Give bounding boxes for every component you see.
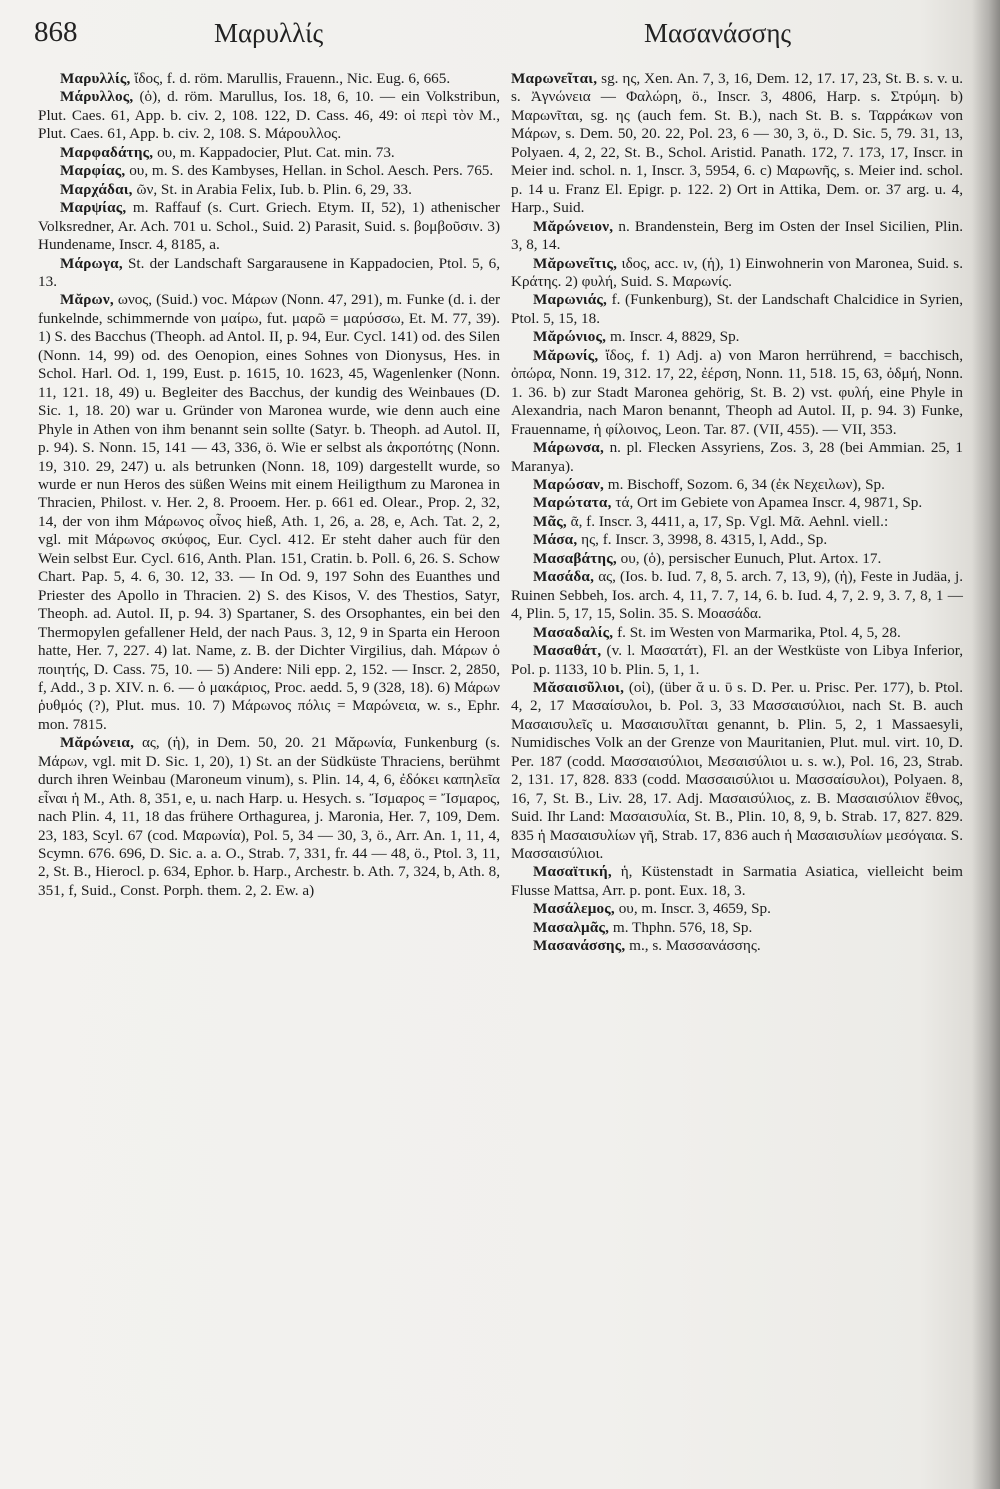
entry-definition: ἴδος, f. 1) Adj. a) von Maron herrührend, = bacchisch, ὀπώρα, Nonn. 19, 312. 17, 22, ἐέρση, Nonn. 11, 518. 15, 63, ὀδμή, Nonn. 1. 36. b) zur Stadt Maronea gehörig, St. B. 2) vst. φυλή, eine Phyle in Alexandria, nach Maron benannt, Theoph ad Autol. II, p. 94. 3) Funke, Frauenname, ἡ φίλοινος, Leon. Tar. 87. (VII, 455). — VII, 353.	[511, 346, 964, 438]
dictionary-entry	[38, 734, 500, 900]
dictionary-entry	[511, 642, 963, 679]
page-number: 868	[34, 16, 78, 48]
entry-definition: (οἱ), (über ᾰ u. ῡ s. D. Per. u. Prisc. Per. 177), b. Ptol. 4, 2, 17 Μασαίσυλοι, b. Pol. 3, 33 Μασσαισύλιοι, nach St. B. auch Μασαισυλεῖς u. Μασαισυλῖται genannt, b. Plin. 5, 2, 1 Massaesyli, Numidisches Volk an der Grenze von Mauritanien, Plut. mul. virt. 10, D. Per. 187 (codd. Μασσαισύλιοι, Μεσαισύλιοι u. s. w.), Pol. 16, 23, Strab. 2, 131. 17, 828. 833 (codd. Μασσαισύλιοι u. Μασσαίσυλοι), Polyaen. 8, 16, 7, St. B., Liv. 28, 17. Adj. Μασαισύλιος, z. B. Μασαισύλιον ἔθνος, Suid. Ihr Land: Μασαισυλία, St. B., Plin. 10, 8, 9, b. Strab. 17, 827. 829. 835 ἡ Μασαισυλίων γῆ, Strab. 17, 836 auch ἡ Μασαισυλίων μεσόγαια. S. Μασσαισύλιοι.	[511, 678, 963, 863]
entry-headword: Μᾰρώνειον,	[533, 217, 614, 235]
entry-headword: Μαρώσαν,	[533, 475, 604, 493]
entry-definition: ου, (ὁ), persischer Eunuch, Plut. Artox. 17.	[620, 549, 882, 567]
entry-definition: ἴδος, f. d. röm. Marullis, Frauenn., Nic. Eug. 6, 665.	[134, 70, 451, 87]
dictionary-entry	[511, 568, 963, 623]
entry-definition: St. der Landschaft Sargarausene in Kappadocien, Ptol. 5, 6, 13.	[38, 254, 501, 290]
dictionary-entry	[511, 70, 963, 218]
entry-headword: Μασαϊτική,	[533, 863, 612, 881]
dictionary-entry	[511, 937, 963, 955]
entry-definition: (v. l. Μασατάτ), Fl. an der Westküste von Libya Inferior, Pol. p. 1133, 10 b. Plin. 5, 1, 1.	[511, 642, 963, 678]
entry-headword: Μᾰρων,	[60, 291, 114, 309]
dictionary-entry	[511, 347, 963, 439]
entry-headword: Μαρχάδαι,	[60, 180, 133, 198]
page-header	[34, 16, 964, 56]
entry-headword: Μᾰρώνεια,	[60, 734, 135, 752]
entry-headword: Μάρωνσα,	[533, 439, 604, 457]
entry-headword: Μασανάσσης,	[533, 937, 626, 955]
entry-definition: m. Thphn. 576, 18, Sp.	[612, 918, 753, 936]
entry-definition: ωνος, (Suid.) voc. Μάρων (Nonn. 47, 291), m. Funke (d. i. der funkelnde, schimmernde von μαίρω, fut. μαρῶ = μαρύσσω, Et. M. 77, 39). 1) S. des Bacchus (Theoph. ad Antol. II, p. 94, Eur. Cycl. 141) od. des Silen (Nonn. 14, 99) od. des Oenopion, eines Sohnes von Dionysus, Hes. in Schol. Harl. Od. 1, 199, Eust. p. 1615, 10. 1623, 45, Wagenlenker (Nonn. 11, 121. 18, 49) u. Begleiter des Bacchus, der kundig des Weinbaues (D. Sic. 1, 18. 20) war u. Gründer von Maronea wurde, wie denn auch eine Phyle in Athen von ihm benannt sein sollte (Satyr. b. Theoph. ad Autol. II, p. 94). S. Nonn. 15, 141 — 43, 336, ö. Wie er selbst als ἀκροπότης (Nonn. 19, 310. 29, 247) u. als betrunken (Nonn. 18, 109) dargestellt wurde, so wurde er nun Heros des süßen Weins mit einem Heiligthum zu Maronea in Thracien, Philost. v. Her. 2, 8. Prooem. Her. p. 661 ed. Olear., Prop. 2, 32, 14, der von ihm Μάρωνος οἶνος hieß, Ath. 1, 26, a. 28, e, Ach. Tat. 2, 2, vgl. mit Μάρωνος σκύφος, Eur. Cycl. 412. Er steht daher auch für den Wein selbst Eur. Cycl. 616, Anth. Plan. 151, Cratin. b. Poll. 6, 26. S. Schow Chart. Pap. 5, 4. 6, 30. 12, 33. — In Od. 9, 197 Sohn des Euanthes und Priester des Apollo in Thracien. 2) S. des Kisos, V. des Thestios, Satyr, Theoph. ad. Autol. II, p. 94. 3) Spartaner, S. des Orsophantes, ein bei den Thermopylen gefallener Held, der nach Paus. 3, 12, 9 in Sparta ein Heroon hatte, Her. 7, 227. 4) lat. Name, z. B. der Dichter Virgilius, dah. Μάρων ὁ ποιητής, D. Cass. 75, 10. — 5) Andere: Nili epp. 2, 152. — Inscr. 2, 2850, f, Add., 3 p. XIV. n. 6. — ὁ μακάριος, Proc. aedd. 5, 9 (328, 18). 6) Μάρων ῥυθμός (?), Plut. mus. 10. 7) Μάρωνος πόλις = Μαρώνεια, w. s., Ephr. mon. 7815.	[38, 291, 501, 733]
entry-definition: τά, Ort im Gebiete von Apamea Inscr. 4, 9871, Sp.	[615, 494, 923, 512]
dictionary-entry	[511, 919, 963, 937]
dictionary-entry	[511, 218, 963, 255]
entry-definition: m. Bischoff, Sozom. 6, 34 (ἐκ Νεχειλων), Sp.	[607, 475, 885, 493]
entry-headword: Μᾰρώνιος,	[533, 328, 607, 346]
entry-headword: Μασαλμᾶς,	[533, 918, 610, 936]
dictionary-entry	[511, 439, 963, 476]
entry-definition: ου, m. Inscr. 3, 4659, Sp.	[618, 900, 771, 918]
entry-definition: ιδος, acc. ιν, (ἡ), 1) Einwohnerin von Maronea, Suid. s. Κράτης. 2) φυλή, Suid. S. Μαρωνίς.	[511, 254, 963, 290]
entry-headword: Μαρωνιάς,	[533, 291, 608, 309]
running-head-first-entry: Μαρυλλίς	[214, 18, 324, 48]
dictionary-entry	[38, 255, 500, 292]
entry-headword: Μασαδαλίς,	[533, 623, 614, 641]
entry-definition: ου, m. Kappadocier, Plut. Cat. min. 73.	[157, 143, 395, 161]
right-column	[511, 70, 963, 956]
entry-headword: Μασαθάτ,	[533, 642, 602, 660]
entry-definition: f. (Funkenburg), St. der Landschaft Chalcidice in Syrien, Ptol. 5, 15, 18.	[511, 291, 964, 327]
dictionary-entry	[38, 181, 500, 199]
dictionary-entry	[38, 88, 500, 143]
dictionary-entry	[511, 679, 963, 864]
entry-headword: Μαρψίας,	[60, 199, 127, 217]
dictionary-entry	[511, 900, 963, 918]
entry-headword: Μαρφίας,	[60, 162, 126, 180]
entry-definition: m. Inscr. 4, 8829, Sp.	[609, 328, 740, 346]
dictionary-entry	[511, 513, 963, 531]
dictionary-entry	[511, 531, 963, 549]
dictionary-entry	[511, 476, 963, 494]
dictionary-entry	[511, 494, 963, 512]
entry-headword: Μᾰρωνίς,	[533, 346, 599, 364]
dictionary-entry	[511, 255, 963, 292]
page-edge-shadow	[972, 0, 1000, 1489]
entry-headword: Μᾰσαισῦλιοι,	[533, 678, 625, 696]
dictionary-entry	[38, 162, 500, 180]
running-head-last-entry: Μασανάσσης	[644, 18, 792, 48]
entry-headword: Μαρυλλίς,	[60, 70, 131, 87]
entry-definition: m. Raffauf (s. Curt. Griech. Etym. II, 52), 1) athenischer Volksredner, Ar. Ach. 701 u. Schol., Suid. 2) Parasit, Suid. s. βομβοῦσιν. 3) Hundename, Inscr. 4, 8185, a.	[38, 199, 501, 254]
entry-definition: f. St. im Westen von Marmarika, Ptol. 4, 5, 28.	[617, 623, 901, 641]
entry-headword: Μάσα,	[533, 531, 578, 549]
entry-headword: Μαρώτατα,	[533, 494, 612, 512]
entry-headword: Μασάλεμος,	[533, 900, 615, 918]
entry-definition: ἡ, Küstenstadt in Sarmatia Asiatica, vielleicht beim Flusse Mattsa, Arr. p. pont. Eux. 18, 3.	[511, 863, 963, 899]
dictionary-entry	[38, 291, 500, 734]
dictionary-entry	[511, 328, 963, 346]
entry-headword: Μασάδα,	[533, 568, 595, 586]
entry-definition: (ὁ), d. röm. Marullus, Ios. 18, 6, 10. — ein Volkstribun, Plut. Caes. 61, App. b. civ. 2, 108. 122, D. Cass. 46, 49: οἱ περὶ τὸν Μ., Plut. Caes. 61, App. b. civ. 2, 108. S. Μάρουλλος.	[38, 88, 500, 143]
dictionary-entry	[38, 199, 500, 254]
entry-headword: Μαρωνεῖται,	[511, 70, 598, 87]
entry-headword: Μᾶς,	[533, 512, 567, 530]
dictionary-entry	[511, 624, 963, 642]
entry-headword: Μάρυλλος,	[60, 88, 134, 106]
entry-definition: ᾶ, f. Inscr. 3, 4411, a, 17, Sp. Vgl. Μᾶ. Aehnl. viell.:	[570, 512, 889, 530]
dictionary-entry	[511, 550, 963, 568]
entry-definition: sg. ης, Xen. An. 7, 3, 16, Dem. 12, 17. 17, 23, St. B. s. v. u. s. Ἀγνώνεια — Φαλώρη, ö., Inscr. 3, 4806, Harp. s. Στρύμη. b) Μαρωνῖται, sg. ης (auch fem. St. B.), nach St. B. s. Ταρράκων von Μάρων, s. Dem. 50, 20. 22, Pol. 23, 6 — 30, 3, ö., D. Sic. 5, 79. 31, 13, Polyaen. 4, 2, 22, St. B., Schol. Aristid. Panath. 172, 7. 173, 17, Inscr. in Meier ind. schol. n. 1, Inscr. 3, 5954, 6. c) Μαρωνῆς, s. Meier ind. schol. p. 14 u. Franz El. Epigr. p. 122. 2) Ort in Attika, Dem. or. 37 arg. u. 4, Harp., Suid.	[511, 70, 963, 217]
dictionary-entry	[511, 291, 963, 328]
entry-headword: Μασαβάτης,	[533, 549, 617, 567]
entry-definition: n. Brandenstein, Berg im Osten der Insel Sicilien, Plin. 3, 8, 14.	[511, 217, 963, 254]
entry-headword: Μαρφαδάτης,	[60, 143, 154, 161]
entry-definition: ας, (Ios. b. Iud. 7, 8, 5. arch. 7, 13, 9), (ἡ), Feste in Judäa, j. Ruinen Sebbeh, Ios. arch. 4, 11, 7. 7, 14, 6. b. Iud. 4, 7, 2. 9, 3. 7, 8, 1 — 4, Plin. 5, 17, 15, Solin. 35. S. Μοασάδα.	[511, 568, 963, 623]
entry-definition: m., s. Μασσανάσσης.	[629, 937, 761, 955]
entry-headword: Μᾰρωνεῖτις,	[533, 254, 618, 272]
entry-definition: ας, (ἡ), in Dem. 50, 20. 21 Μᾰρωνία, Funkenburg (s. Μάρων, vgl. mit D. Sic. 1, 20), 1) St. an der Südküste Thraciens, berühmt durch ihren Weinbau (Maroneum vinum), s. Plin. 14, 4, 6, ἐδόκει καπηλεῖα εἶναι ἡ Μ., Ath. 8, 351, e, u. nach Harp. u. Hesych. s. Ἴσμαρος = Ἴσμαρος, nach Plin. 4, 11, 18 das frühere Orthagurea, j. Maronia, Her. 7, 109, Dem. 23, 183, Scyl. 67 (cod. Μαρωνία), Pol. 5, 34 — 30, 3, ö., Arr. An. 1, 11, 4, Scymn. 676. 696, D. Sic. a. a. O., Strab. 7, 331, fr. 44 — 48, ö., Ptol. 3, 11, 2, St. B., Hierocl. p. 634, Ephor. b. Harp., Archestr. b. Ath. 7, 324, b, Ath. 8, 351, f, Suid., Const. Porph. them. 2, 2. Ew. a)	[38, 734, 501, 899]
left-column	[38, 70, 500, 900]
entry-definition: ῶν, St. in Arabia Felix, Iub. b. Plin. 6, 29, 33.	[136, 180, 412, 198]
dictionary-entry	[38, 70, 500, 88]
entry-definition: n. pl. Flecken Assyriens, Zos. 3, 28 (bei Ammian. 25, 1 Maranya).	[511, 439, 963, 475]
dictionary-entry	[38, 144, 500, 162]
entry-headword: Μάρωγα,	[60, 254, 123, 272]
entry-definition: ης, f. Inscr. 3, 3998, 8. 4315, l, Add., Sp.	[581, 531, 828, 549]
entry-definition: ου, m. S. des Kambyses, Hellan. in Schol. Aesch. Pers. 765.	[129, 162, 494, 180]
dictionary-entry	[511, 863, 963, 900]
